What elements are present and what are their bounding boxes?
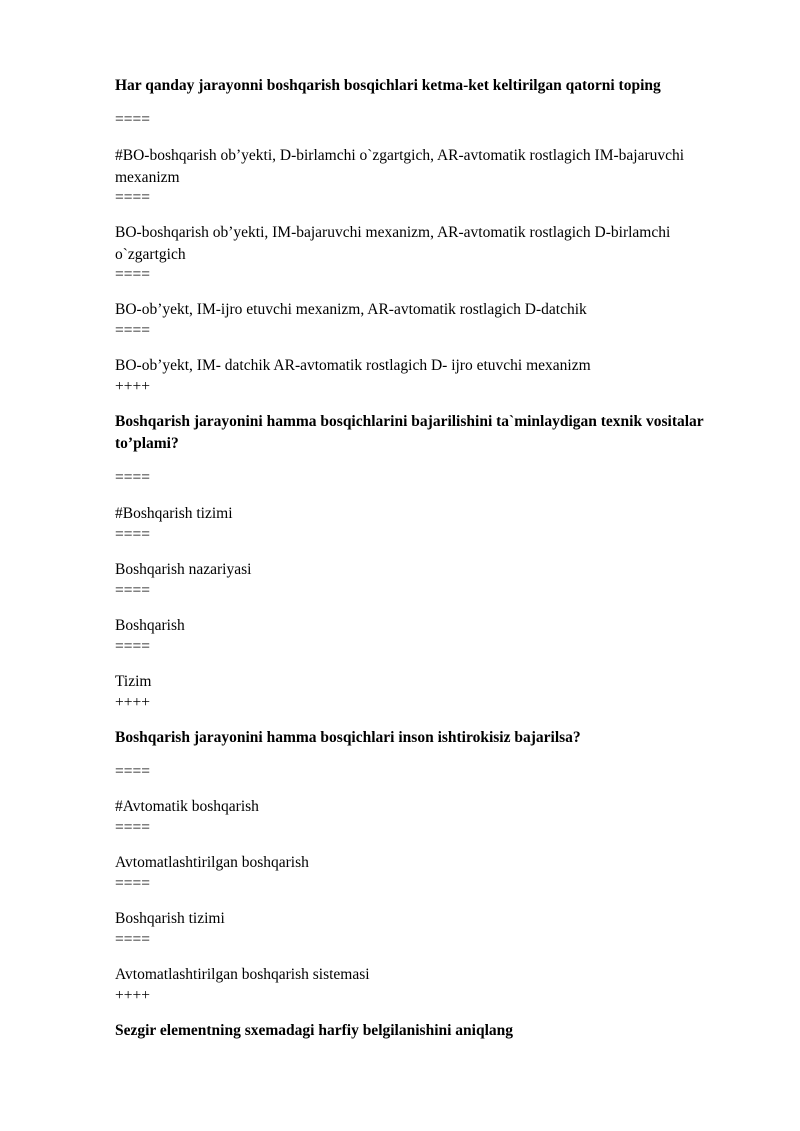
answer-3-d: Avtomatlashtirilgan boshqarish sistemasi [115,966,370,983]
separator: ==== [115,875,150,892]
answer-2-a: #Boshqarish tizimi [115,505,233,522]
answer-3-b: Avtomatlashtirilgan boshqarish [115,854,309,871]
separator: ==== [115,266,150,283]
answer-1-a: #BO-boshqarish ob’yekti, D-birlamchi o`zgartgich, AR-avtomatik rostlagich IM-bajaruvchi mexanizm [115,147,685,186]
separator: ==== [115,931,150,948]
answer-1-b: BO-boshqarish ob’yekti, IM-bajaruvchi mexanizm, AR-avtomatik rostlagich D-birlamchi o`zgartgich [115,224,671,263]
separator: ==== [115,819,150,836]
answer-2-d: Tizim [115,673,152,690]
question-separator: ++++ [115,378,150,395]
answer-3-a: #Avtomatik boshqarish [115,798,259,815]
separator: ==== [115,469,150,486]
question-separator: ++++ [115,694,150,711]
answer-3-c: Boshqarish tizimi [115,910,225,927]
answer-1-c: BO-ob’yekt, IM-ijro etuvchi mexanizm, AR-avtomatik rostlagich D-datchik [115,301,587,318]
question-4-text: Sezgir elementning sxemadagi harfiy belgilanishini aniqlang [115,1022,514,1039]
separator: ==== [115,322,150,339]
separator: ==== [115,526,150,543]
separator: ==== [115,189,150,206]
answer-2-c: Boshqarish [115,617,185,634]
answer-2-b: Boshqarish nazariyasi [115,561,252,578]
question-1-text: Har qanday jarayonni boshqarish bosqichlari ketma-ket keltirilgan qatorni toping [115,77,661,94]
question-2-text: Boshqarish jarayonini hamma bosqichlarini bajarilishini ta`minlaydigan texnik vositalar to’plami? [115,413,704,452]
question-separator: ++++ [115,987,150,1004]
separator: ==== [115,582,150,599]
answer-1-d: BO-ob’yekt, IM- datchik AR-avtomatik rostlagich D- ijro etuvchi mexanizm [115,357,591,374]
separator: ==== [115,111,150,128]
separator: ==== [115,763,150,780]
separator: ==== [115,638,150,655]
question-3-text: Boshqarish jarayonini hamma bosqichlari inson ishtirokisiz bajarilsa? [115,729,581,746]
